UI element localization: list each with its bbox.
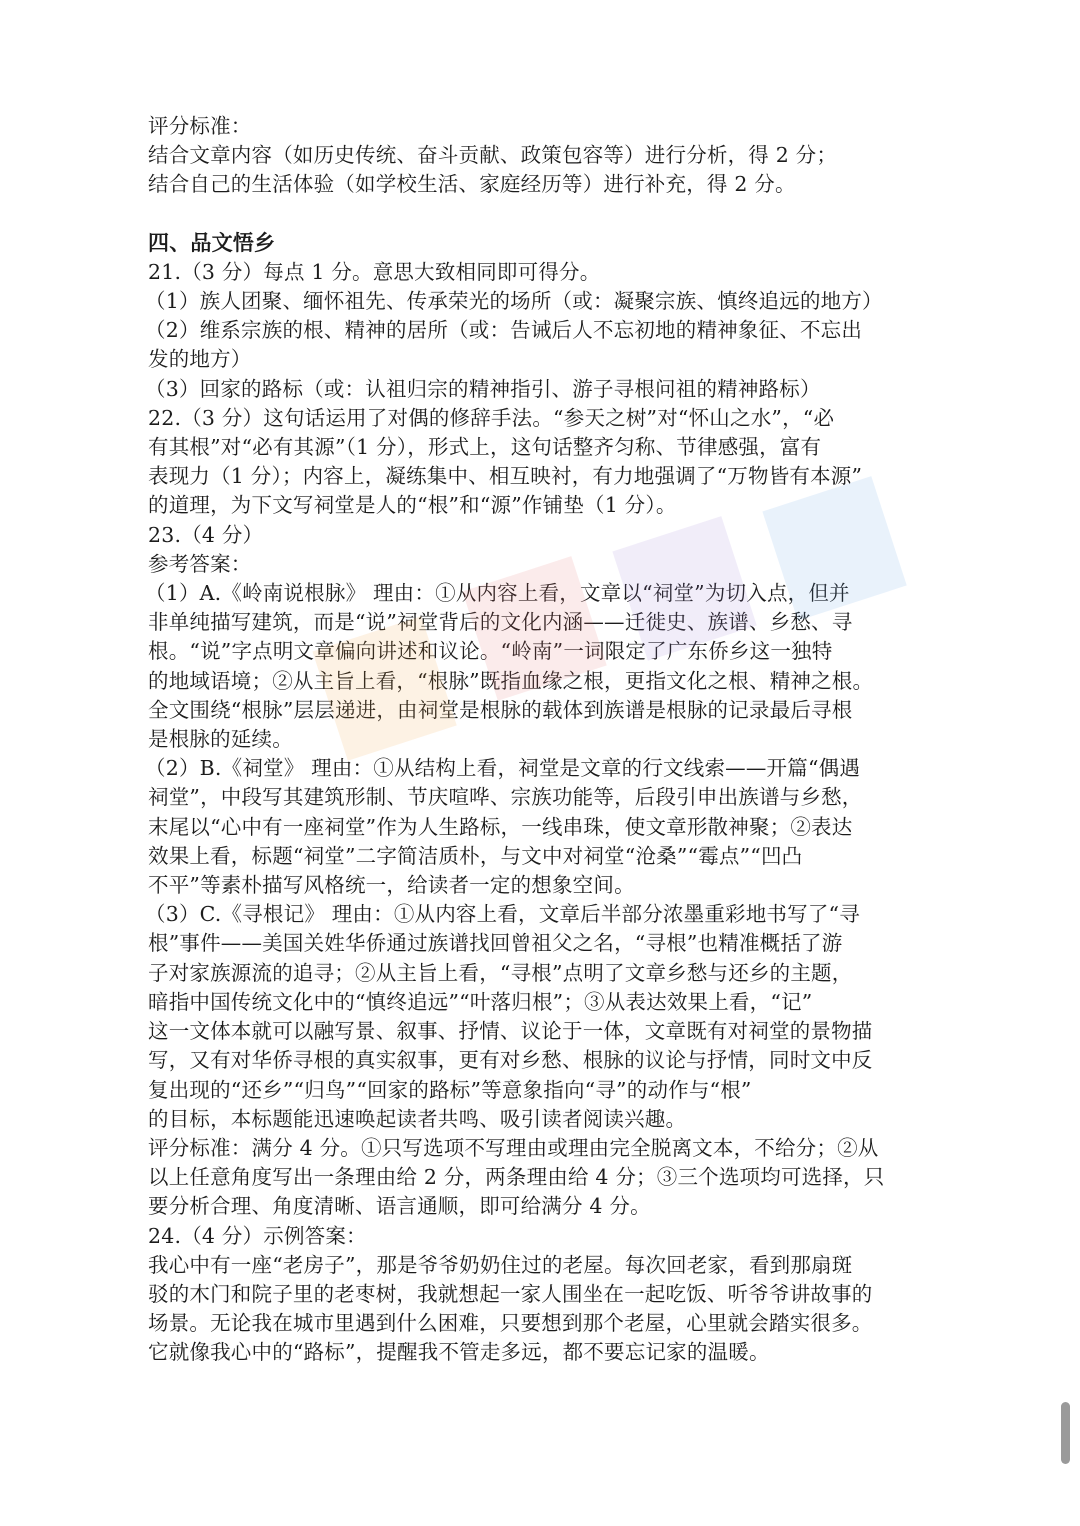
answer-line: 表现力（1 分）；内容上，凝练集中、相互映衬，有力地强调了“万物皆有本源” [148,464,863,489]
answer-line: 的目标，本标题能迅速唤起读者共鸣、吸引读者阅读兴趣。 [148,1106,687,1131]
answer-document [145,112,938,1368]
answer-line: 暗指中国传统文化中的“慎终追远”“叶落归根”；③从表达效果上看，“记” [148,989,813,1014]
question-head: 24.（4 分）示例答案： [148,1223,367,1248]
answer-line: 根”事件——美国关姓华侨通过族谱找回曾祖父之名，“寻根”也精准概括了游 [148,931,843,956]
option-b [145,754,938,900]
answer-line: 是根脉的延续。 [148,727,293,752]
scoring-line: 要分析合理、角度清晰、语言通顺，即可给满分 4 分。 [148,1194,651,1219]
question-23 [145,521,938,1222]
answer-line: 根。“说”字点明文章偏向讲述和议论。“岭南”一词限定了广东侨乡这一独特 [148,639,833,664]
option-a [145,579,938,754]
q23-scoring [148,1134,938,1222]
watermark-stroke: ■ [436,512,626,722]
answer-line: 不平”等素朴描写风格统一，给读者一定的想象空间。 [148,873,635,898]
watermark-stroke: ■ [736,432,926,642]
answer-line: 有其根”对“必有其源”（1 分），形式上，这句话整齐匀称、节律感强，富有 [148,435,822,460]
answer-line: （1）A.《岭南说根脉》 理由：①从内容上看，文章以“祠堂”为切入点，但并 [145,581,850,606]
question-head: 21.（3 分）每点 1 分。意思大致相同即可得分。 [148,259,601,284]
watermark-stroke: ■ [286,572,476,782]
answer-item: 发的地方） [148,347,252,372]
question-21 [145,258,938,404]
section-heading: 四、品文悟乡 [148,230,276,255]
answer-line: 驳的木门和院子里的老枣树，我就想起一家人围坐在一起吃饭、听爷爷讲故事的 [148,1281,873,1306]
answer-line: 复出现的“还乡”“归鸟”“回家的路标”等意象指向“寻”的动作与“根” [148,1077,752,1102]
answer-line: 这一文体本就可以融写景、叙事、抒情、议论于一体，文章既有对祠堂的景物描 [148,1019,873,1044]
answer-item: （2）维系宗族的根、精神的居所（或：告诫后人不忘初地的精神象征、不忘出 [145,318,863,343]
answer-line: 它就像我心中的“路标”，提醒我不管走多远，都不要忘记家的温暖。 [148,1340,770,1365]
answer-line: 效果上看，标题“祠堂”二字简洁质朴，与文中对祠堂“沧桑”“霉点”“凹凸 [148,843,803,868]
answer-line: 全文围绕“根脉”层层递进，由祠堂是根脉的载体到族谱是根脉的记录最后寻根 [148,697,853,722]
scoring-line: 结合文章内容（如历史传统、奋斗贡献、政策包容等）进行分析，得 2 分； [148,143,838,168]
scoring-title: 评分标准： [148,114,252,138]
answer-line: 22.（3 分）这句话运用了对偶的修辞手法。“参天之树”对“怀山之水”，“必 [148,405,835,430]
scrollbar-thumb[interactable] [1061,1402,1070,1464]
scoring-line: 评分标准：满分 4 分。①只写选项不写理由或理由完全脱离文本，不给分；②从 [148,1135,879,1160]
option-c [145,900,938,1134]
spacer [148,200,938,229]
answer-line: （3）C.《寻根记》 理由：①从内容上看，文章后半部分浓墨重彩地书写了“寻 [145,902,860,927]
scoring-line: 结合自己的生活体验（如学校生活、家庭经历等）进行补充，得 2 分。 [148,172,796,197]
answer-line: 非单纯描写建筑，而是“说”祠堂背后的文化内涵——迁徙史、族谱、乡愁、寻 [148,610,853,635]
answer-item: （1）族人团聚、缅怀祖先、传承荣光的场所（或：凝聚宗族、慎终追远的地方） [145,289,883,314]
reference-label: 参考答案： [148,551,252,576]
answer-line: 的地域语境；②从主旨上看，“根脉”既指血缘之根，更指文化之根、精神之根。 [148,668,874,693]
answer-item: （3）回家的路标（或：认祖归宗的精神指引、游子寻根问祖的精神路标） [145,376,821,401]
answer-line: 我心中有一座“老房子”，那是爷爷奶奶住过的老屋。每次回老家，看到那扇斑 [148,1252,853,1277]
question-24 [148,1222,938,1368]
answer-line: 子对家族源流的追寻；②从主旨上看，“寻根”点明了文章乡愁与还乡的主题， [148,960,853,985]
answer-line: 场景。无论我在城市里遇到什么困难，只要想到那个老屋，心里就会踏实很多。 [148,1311,873,1336]
scoring-line: 以上任意角度写出一条理由给 2 分，两条理由给 4 分；③三个选项均可选择，只 [148,1165,885,1190]
answer-line: （2）B.《祠堂》 理由：①从结构上看，祠堂是文章的行文线索——开篇“偶遇 [145,756,861,781]
answer-line: 的道理，为下文写祠堂是人的“根”和“源”作铺垫（1 分）。 [148,493,677,518]
answer-line: 写，又有对华侨寻根的真实叙事，更有对乡愁、根脉的议论与抒情，同时文中反 [148,1048,873,1073]
answer-line: 祠堂”，中段写其建筑形制、节庆喧哗、宗族功能等，后段引申出族谱与乡愁， [148,785,863,810]
scoring-criteria-block [148,112,938,200]
watermark-stroke: ■ [586,472,776,682]
answer-line: 末尾以“心中有一座祠堂”作为人生路标，一线串珠，使文章形散神聚；②表达 [148,814,853,839]
question-22 [148,404,938,521]
question-head: 23.（4 分） [148,522,264,547]
